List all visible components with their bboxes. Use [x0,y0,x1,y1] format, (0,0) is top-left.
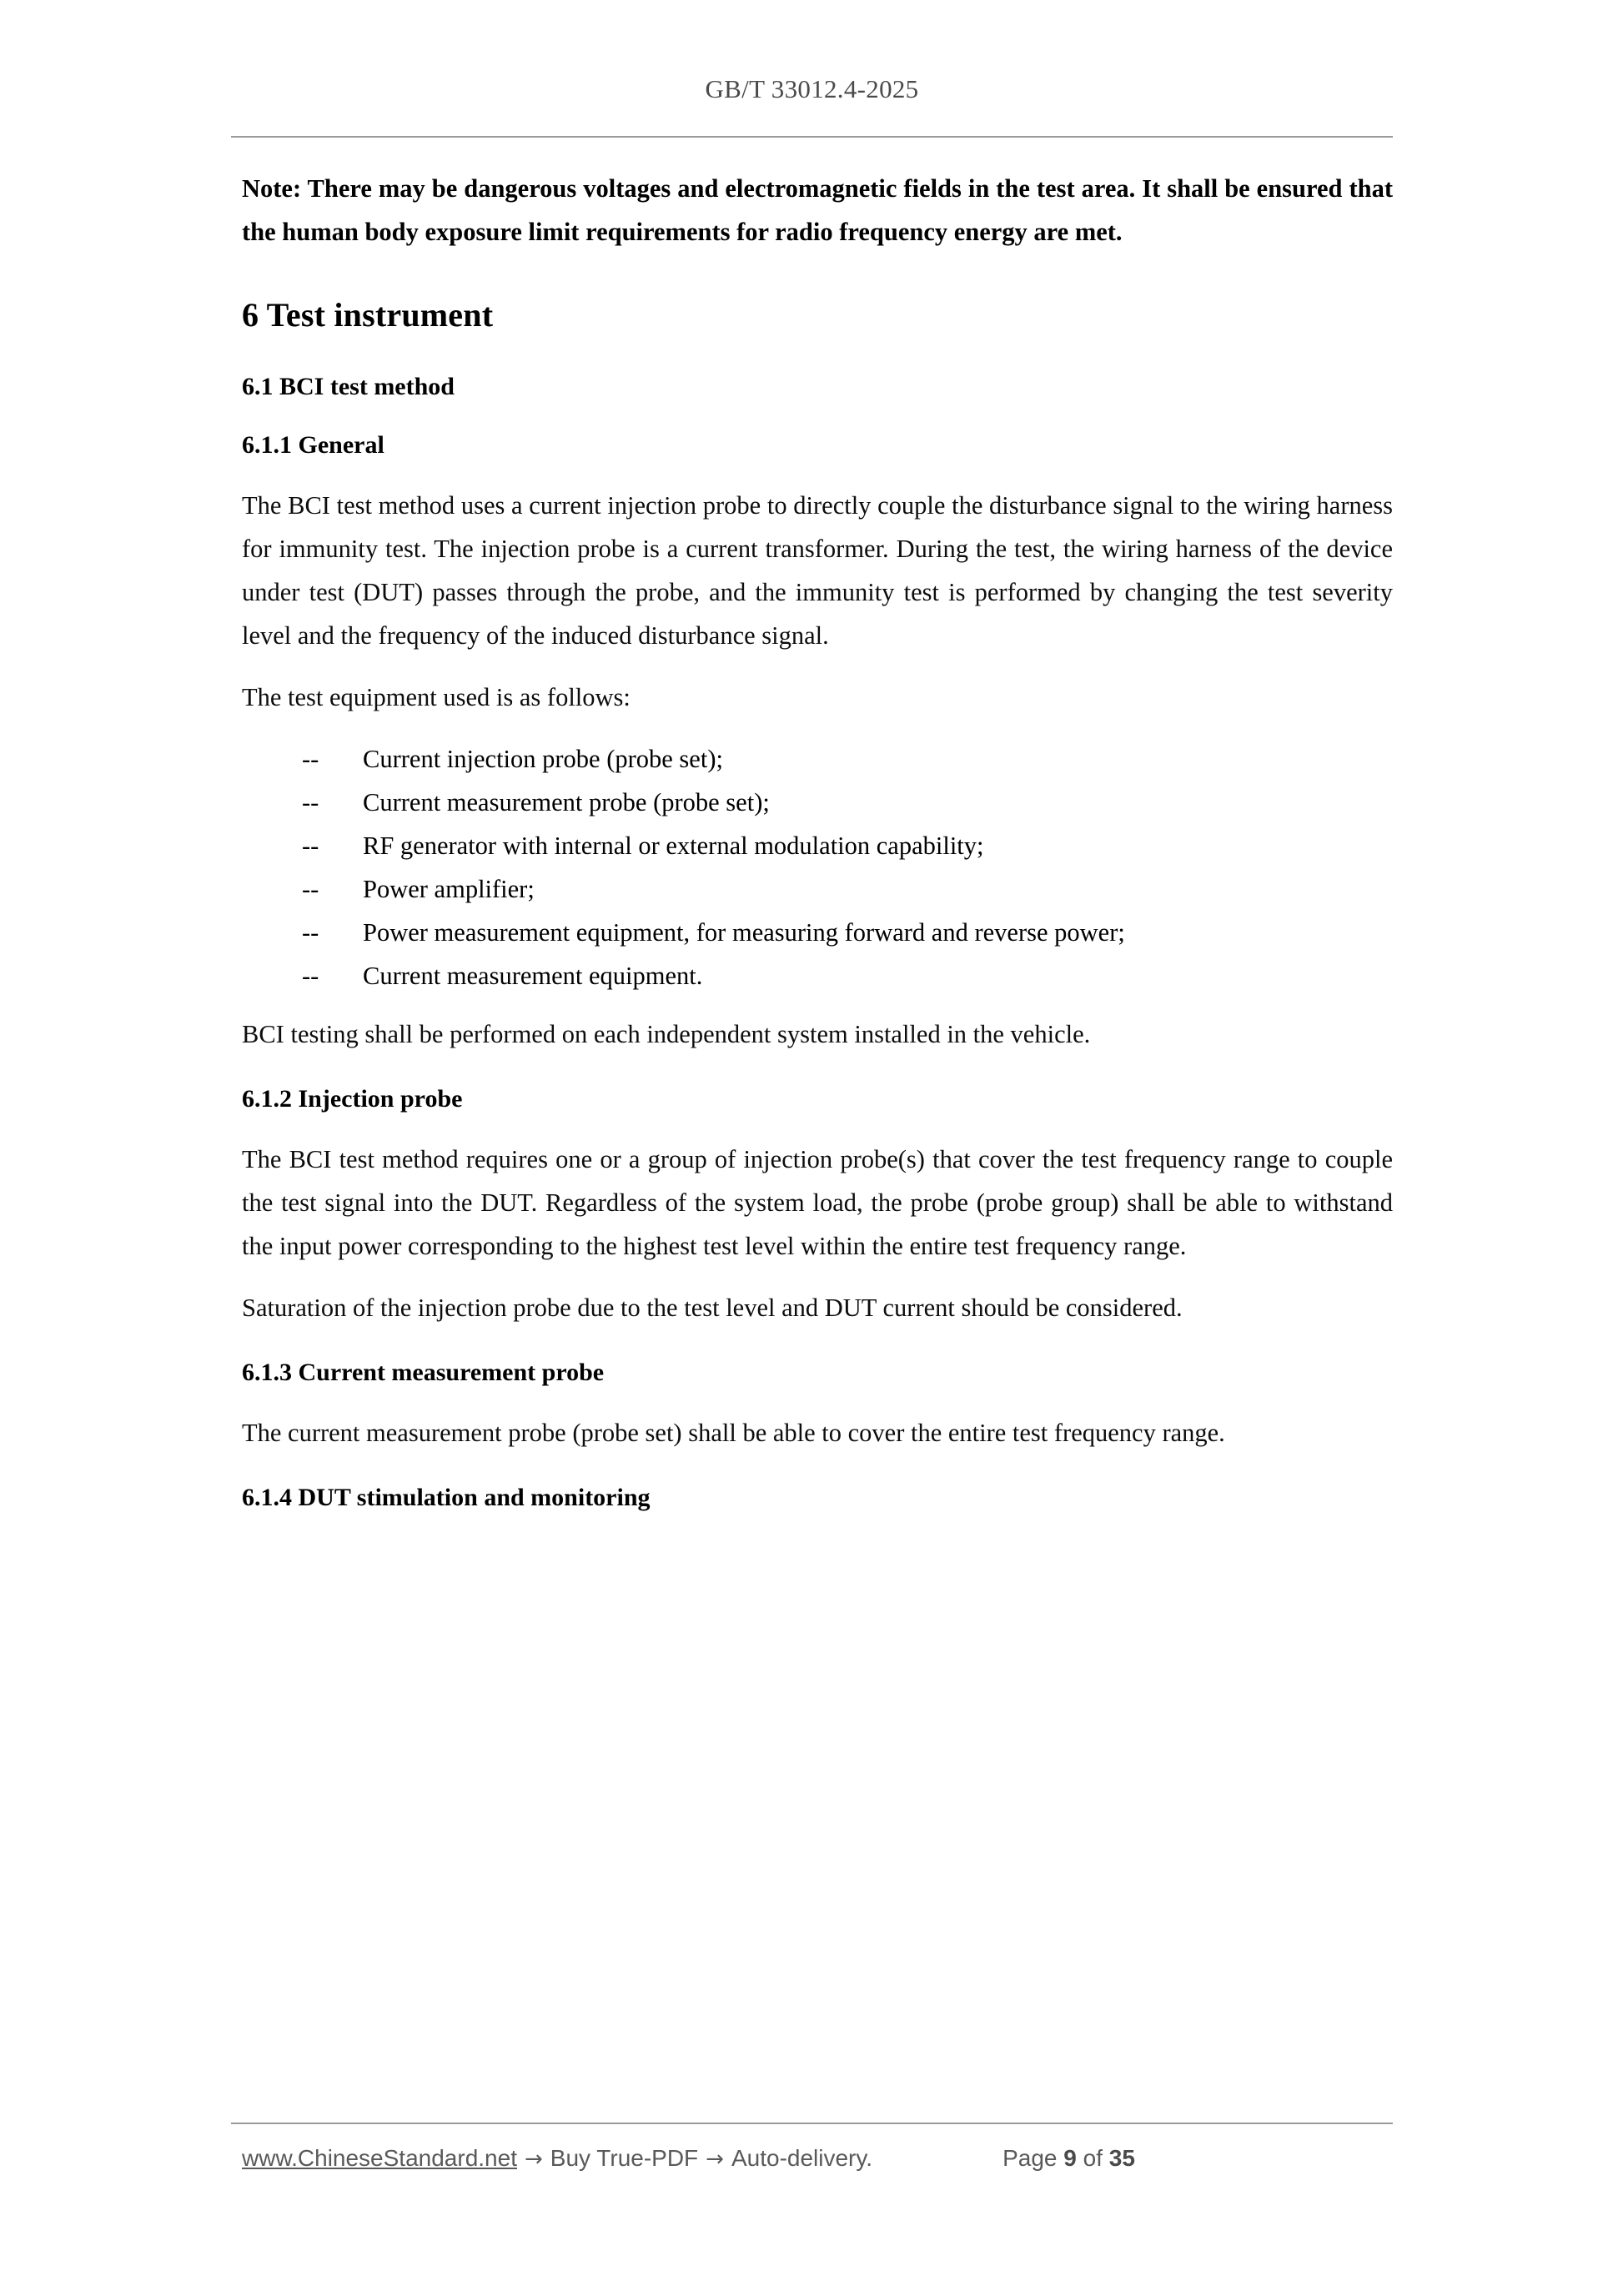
dash-marker: -- [302,831,319,860]
spacer [242,402,1393,430]
list-item [242,781,1393,824]
dash-marker: -- [302,918,319,947]
heading-clause-6-1-4: 6.1.4 DUT stimulation and monitoring [242,1484,651,1511]
document-body [242,167,1393,1513]
spacer [242,335,1393,372]
spacer [242,1388,1393,1411]
paragraph-general-1: The BCI test method uses a current injection probe to directly couple the disturbance signal to the wiring harness for immunity test. The injection probe is a current transformer. During the test, the wiring harness of the device under test (DUT) passes through the probe, and the immunity test is performed by changing the test severity level and the frequency of the induced disturbance signal. [242,491,1393,650]
dash-marker: -- [302,788,319,816]
arrow-right-icon: → [524,2147,543,2172]
list-item-label: Current measurement equipment. [363,962,703,990]
heading-clause-6: 6 Test instrument [242,296,494,334]
spacer [242,1268,1393,1286]
list-item-label: Current injection probe (probe set); [363,745,723,773]
list-item [242,911,1393,954]
total-pages: 35 [1108,2145,1135,2171]
footer-delivery-text: Auto-delivery. [731,2145,873,2171]
footer-divider [231,2123,1393,2124]
spacer [242,657,1393,676]
list-item-label: Power measurement equipment, for measuring forward and reverse power; [363,918,1125,947]
page-number: 9 [1063,2145,1077,2171]
spacer [242,1114,1393,1138]
spacer [242,1056,1393,1084]
footer-buy-text: Buy True-PDF [550,2145,699,2171]
paragraph-current-measurement-probe: The current measurement probe (probe set) shall be able to cover the entire test frequency range. [242,1419,1225,1447]
paragraph-injection-probe-1: The BCI test method requires one or a group of injection probe(s) that cover the test frequency range to couple the test signal into the DUT. Regardless of the system load, the probe (probe group) shall be able to withstand the input power corresponding to the highest test level within the entire test frequency range. [242,1145,1393,1260]
equipment-list [242,737,1393,997]
list-item-label: Current measurement probe (probe set); [363,788,770,816]
page-indicator [1002,2145,1135,2172]
paragraph-general-3: BCI testing shall be performed on each independent system installed in the vehicle. [242,1020,1091,1048]
heading-clause-6-1-1: 6.1.1 General [242,431,384,459]
header-divider [231,136,1393,138]
dash-marker: -- [302,745,319,773]
dash-marker: -- [302,962,319,990]
page-label: Page [1002,2145,1058,2171]
page-footer [242,2145,1393,2172]
spacer [242,1329,1393,1358]
page-header [231,73,1393,104]
spacer [242,1454,1393,1483]
paragraph-equipment-intro: The test equipment used is as follows: [242,683,631,711]
list-item-label: RF generator with internal or external modulation capability; [363,831,984,860]
arrow-right-icon: → [706,2147,724,2172]
list-item [242,824,1393,867]
heading-clause-6-1: 6.1 BCI test method [242,373,455,400]
heading-clause-6-1-3: 6.1.3 Current measurement probe [242,1359,605,1386]
spacer [242,254,1393,295]
of-label: of [1083,2145,1103,2171]
chinesestandard-link[interactable]: www.ChineseStandard.net [242,2145,517,2171]
paragraph-injection-probe-2: Saturation of the injection probe due to the test level and DUT current should be considered. [242,1294,1183,1322]
heading-clause-6-1-2: 6.1.2 Injection probe [242,1085,463,1113]
list-item [242,737,1393,781]
safety-note: Note: There may be dangerous voltages and electromagnetic fields in the test area. It shall be ensured that the human body exposure limit requirements for radio frequency energy are met. [242,174,1393,246]
spacer [242,719,1393,737]
dash-marker: -- [302,875,319,903]
spacer [242,997,1393,1012]
list-item-label: Power amplifier; [363,875,535,903]
standard-number: GB/T 33012.4-2025 [705,74,919,103]
footer-promo [242,2145,872,2172]
list-item [242,954,1393,997]
spacer [242,460,1393,484]
list-item [242,867,1393,911]
